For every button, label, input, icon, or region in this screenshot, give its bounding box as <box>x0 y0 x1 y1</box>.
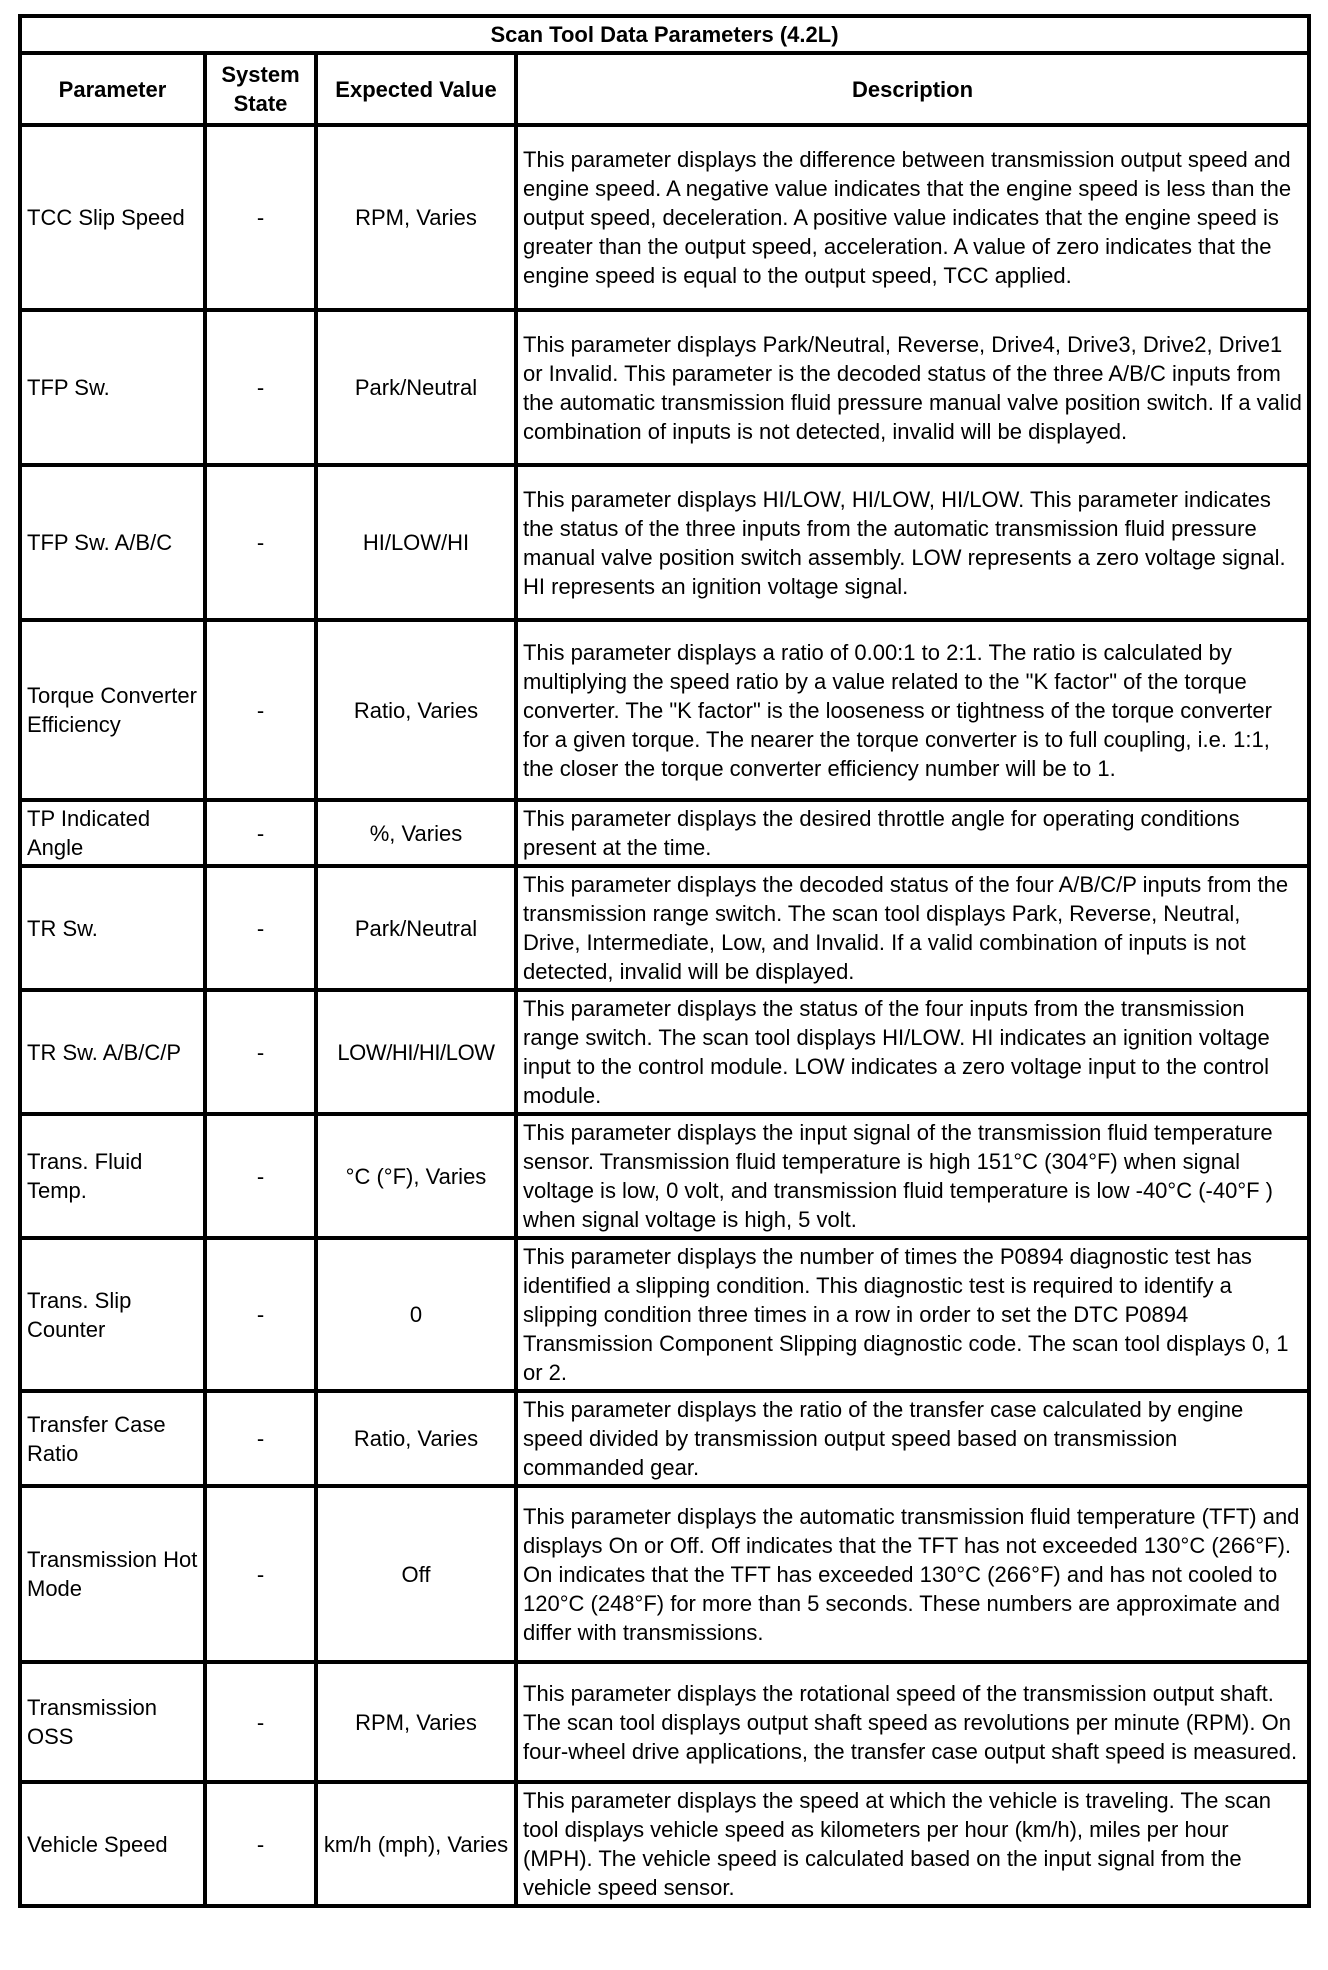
system-state-cell: - <box>205 310 316 465</box>
parameter-cell: TCC Slip Speed <box>20 125 205 310</box>
description-cell: This parameter displays the rotational speed of the transmission output shaft. The scan tool displays output shaft speed as revolutions per minute (RPM). On four-wheel drive applications, the transfer case output shaft speed is measured. <box>516 1662 1309 1782</box>
expected-value-cell: %, Varies <box>316 800 516 866</box>
parameter-cell: Transmission Hot Mode <box>20 1486 205 1662</box>
parameter-cell: Transfer Case Ratio <box>20 1391 205 1486</box>
expected-value-cell: Off <box>316 1486 516 1662</box>
expected-value-cell: °C (°F), Varies <box>316 1114 516 1238</box>
table-title: Scan Tool Data Parameters (4.2L) <box>20 16 1309 53</box>
parameter-cell: Trans. Slip Counter <box>20 1238 205 1391</box>
expected-value-cell: km/h (mph), Varies <box>316 1782 516 1906</box>
expected-value-cell: RPM, Varies <box>316 125 516 310</box>
system-state-cell: - <box>205 620 316 800</box>
table-row <box>20 1238 1309 1391</box>
expected-value-cell: HI/LOW/HI <box>316 465 516 620</box>
description-cell: This parameter displays a ratio of 0.00:1 to 2:1. The ratio is calculated by multiplying the speed ratio by a value related to the "K factor" of the torque converter. The "K factor" is the looseness or tightness of the torque converter for a given torque. The nearer the torque converter is to full coupling, i.e. 1:1, the closer the torque converter efficiency number will be to 1. <box>516 620 1309 800</box>
expected-value-cell: 0 <box>316 1238 516 1391</box>
system-state-cell: - <box>205 1782 316 1906</box>
parameter-cell: TP Indicated Angle <box>20 800 205 866</box>
parameter-cell: Transmission OSS <box>20 1662 205 1782</box>
column-header-expected-value: Expected Value <box>316 53 516 125</box>
description-cell: This parameter displays the input signal of the transmission fluid temperature sensor. Transmission fluid temperature is high 151°C (304°F) when signal voltage is low, 0 volt, and transmission fluid temperature is low -40°C (-40°F ) when signal voltage is high, 5 volt. <box>516 1114 1309 1238</box>
expected-value-cell: Ratio, Varies <box>316 1391 516 1486</box>
system-state-cell: - <box>205 125 316 310</box>
description-cell: This parameter displays the number of times the P0894 diagnostic test has identified a slipping condition. This diagnostic test is required to identify a slipping condition three times in a row in order to set the DTC P0894 Transmission Component Slipping diagnostic code. The scan tool displays 0, 1 or 2. <box>516 1238 1309 1391</box>
system-state-cell: - <box>205 1114 316 1238</box>
system-state-cell: - <box>205 1238 316 1391</box>
description-cell: This parameter displays the difference between transmission output speed and engine speed. A negative value indicates that the engine speed is less than the output speed, deceleration. A positive value indicates that the engine speed is greater than the output speed, acceleration. A value of zero indicates that the engine speed is equal to the output speed, TCC applied. <box>516 125 1309 310</box>
expected-value-cell: Park/Neutral <box>316 866 516 990</box>
table-row <box>20 1486 1309 1662</box>
table-row <box>20 866 1309 990</box>
description-cell: This parameter displays HI/LOW, HI/LOW, HI/LOW. This parameter indicates the status of the three inputs from the automatic transmission fluid pressure manual valve position switch assembly. LOW represents a zero voltage signal. HI represents an ignition voltage signal. <box>516 465 1309 620</box>
table-header-row <box>20 53 1309 125</box>
scan-tool-data-table <box>18 14 1311 1908</box>
table-row <box>20 1114 1309 1238</box>
column-header-description: Description <box>516 53 1309 125</box>
description-cell: This parameter displays the ratio of the transfer case calculated by engine speed divided by transmission output speed based on transmission commanded gear. <box>516 1391 1309 1486</box>
column-header-parameter: Parameter <box>20 53 205 125</box>
description-cell: This parameter displays the speed at which the vehicle is traveling. The scan tool displays vehicle speed as kilometers per hour (km/h), miles per hour (MPH). The vehicle speed is calculated based on the input signal from the vehicle speed sensor. <box>516 1782 1309 1906</box>
system-state-cell: - <box>205 465 316 620</box>
parameter-cell: Vehicle Speed <box>20 1782 205 1906</box>
expected-value-cell: Park/Neutral <box>316 310 516 465</box>
description-cell: This parameter displays the automatic transmission fluid temperature (TFT) and displays On or Off. Off indicates that the TFT has not exceeded 130°C (266°F). On indicates that the TFT has exceeded 130°C (266°F) and has not cooled to 120°C (248°F) for more than 5 seconds. These numbers are approximate and differ with transmissions. <box>516 1486 1309 1662</box>
parameter-cell: TFP Sw. <box>20 310 205 465</box>
description-cell: This parameter displays the desired throttle angle for operating conditions present at the time. <box>516 800 1309 866</box>
expected-value-cell: Ratio, Varies <box>316 620 516 800</box>
parameter-cell: TR Sw. A/B/C/P <box>20 990 205 1114</box>
parameter-cell: Trans. Fluid Temp. <box>20 1114 205 1238</box>
description-cell: This parameter displays the status of the four inputs from the transmission range switch. The scan tool displays HI/LOW. HI indicates an ignition voltage input to the control module. LOW indicates a zero voltage input to the control module. <box>516 990 1309 1114</box>
column-header-system-state: System State <box>205 53 316 125</box>
table-row <box>20 1391 1309 1486</box>
table-row <box>20 310 1309 465</box>
system-state-cell: - <box>205 866 316 990</box>
parameter-cell: TR Sw. <box>20 866 205 990</box>
description-cell: This parameter displays the decoded status of the four A/B/C/P inputs from the transmission range switch. The scan tool displays Park, Reverse, Neutral, Drive, Intermediate, Low, and Invalid. If a valid combination of inputs is not detected, invalid will be displayed. <box>516 866 1309 990</box>
system-state-cell: - <box>205 1662 316 1782</box>
table-row <box>20 465 1309 620</box>
description-cell: This parameter displays Park/Neutral, Reverse, Drive4, Drive3, Drive2, Drive1 or Invalid. This parameter is the decoded status of the three A/B/C inputs from the automatic transmission fluid pressure manual valve position switch. If a valid combination of inputs is not detected, invalid will be displayed. <box>516 310 1309 465</box>
table-row <box>20 1782 1309 1906</box>
table-title-row <box>20 16 1309 53</box>
expected-value-cell: LOW/HI/HI/LOW <box>316 990 516 1114</box>
system-state-cell: - <box>205 1486 316 1662</box>
system-state-cell: - <box>205 1391 316 1486</box>
system-state-cell: - <box>205 800 316 866</box>
table-row <box>20 620 1309 800</box>
table-row <box>20 1662 1309 1782</box>
parameter-cell: TFP Sw. A/B/C <box>20 465 205 620</box>
table-row <box>20 800 1309 866</box>
expected-value-cell: RPM, Varies <box>316 1662 516 1782</box>
table-row <box>20 125 1309 310</box>
system-state-cell: - <box>205 990 316 1114</box>
parameter-cell: Torque Converter Efficiency <box>20 620 205 800</box>
table-row <box>20 990 1309 1114</box>
